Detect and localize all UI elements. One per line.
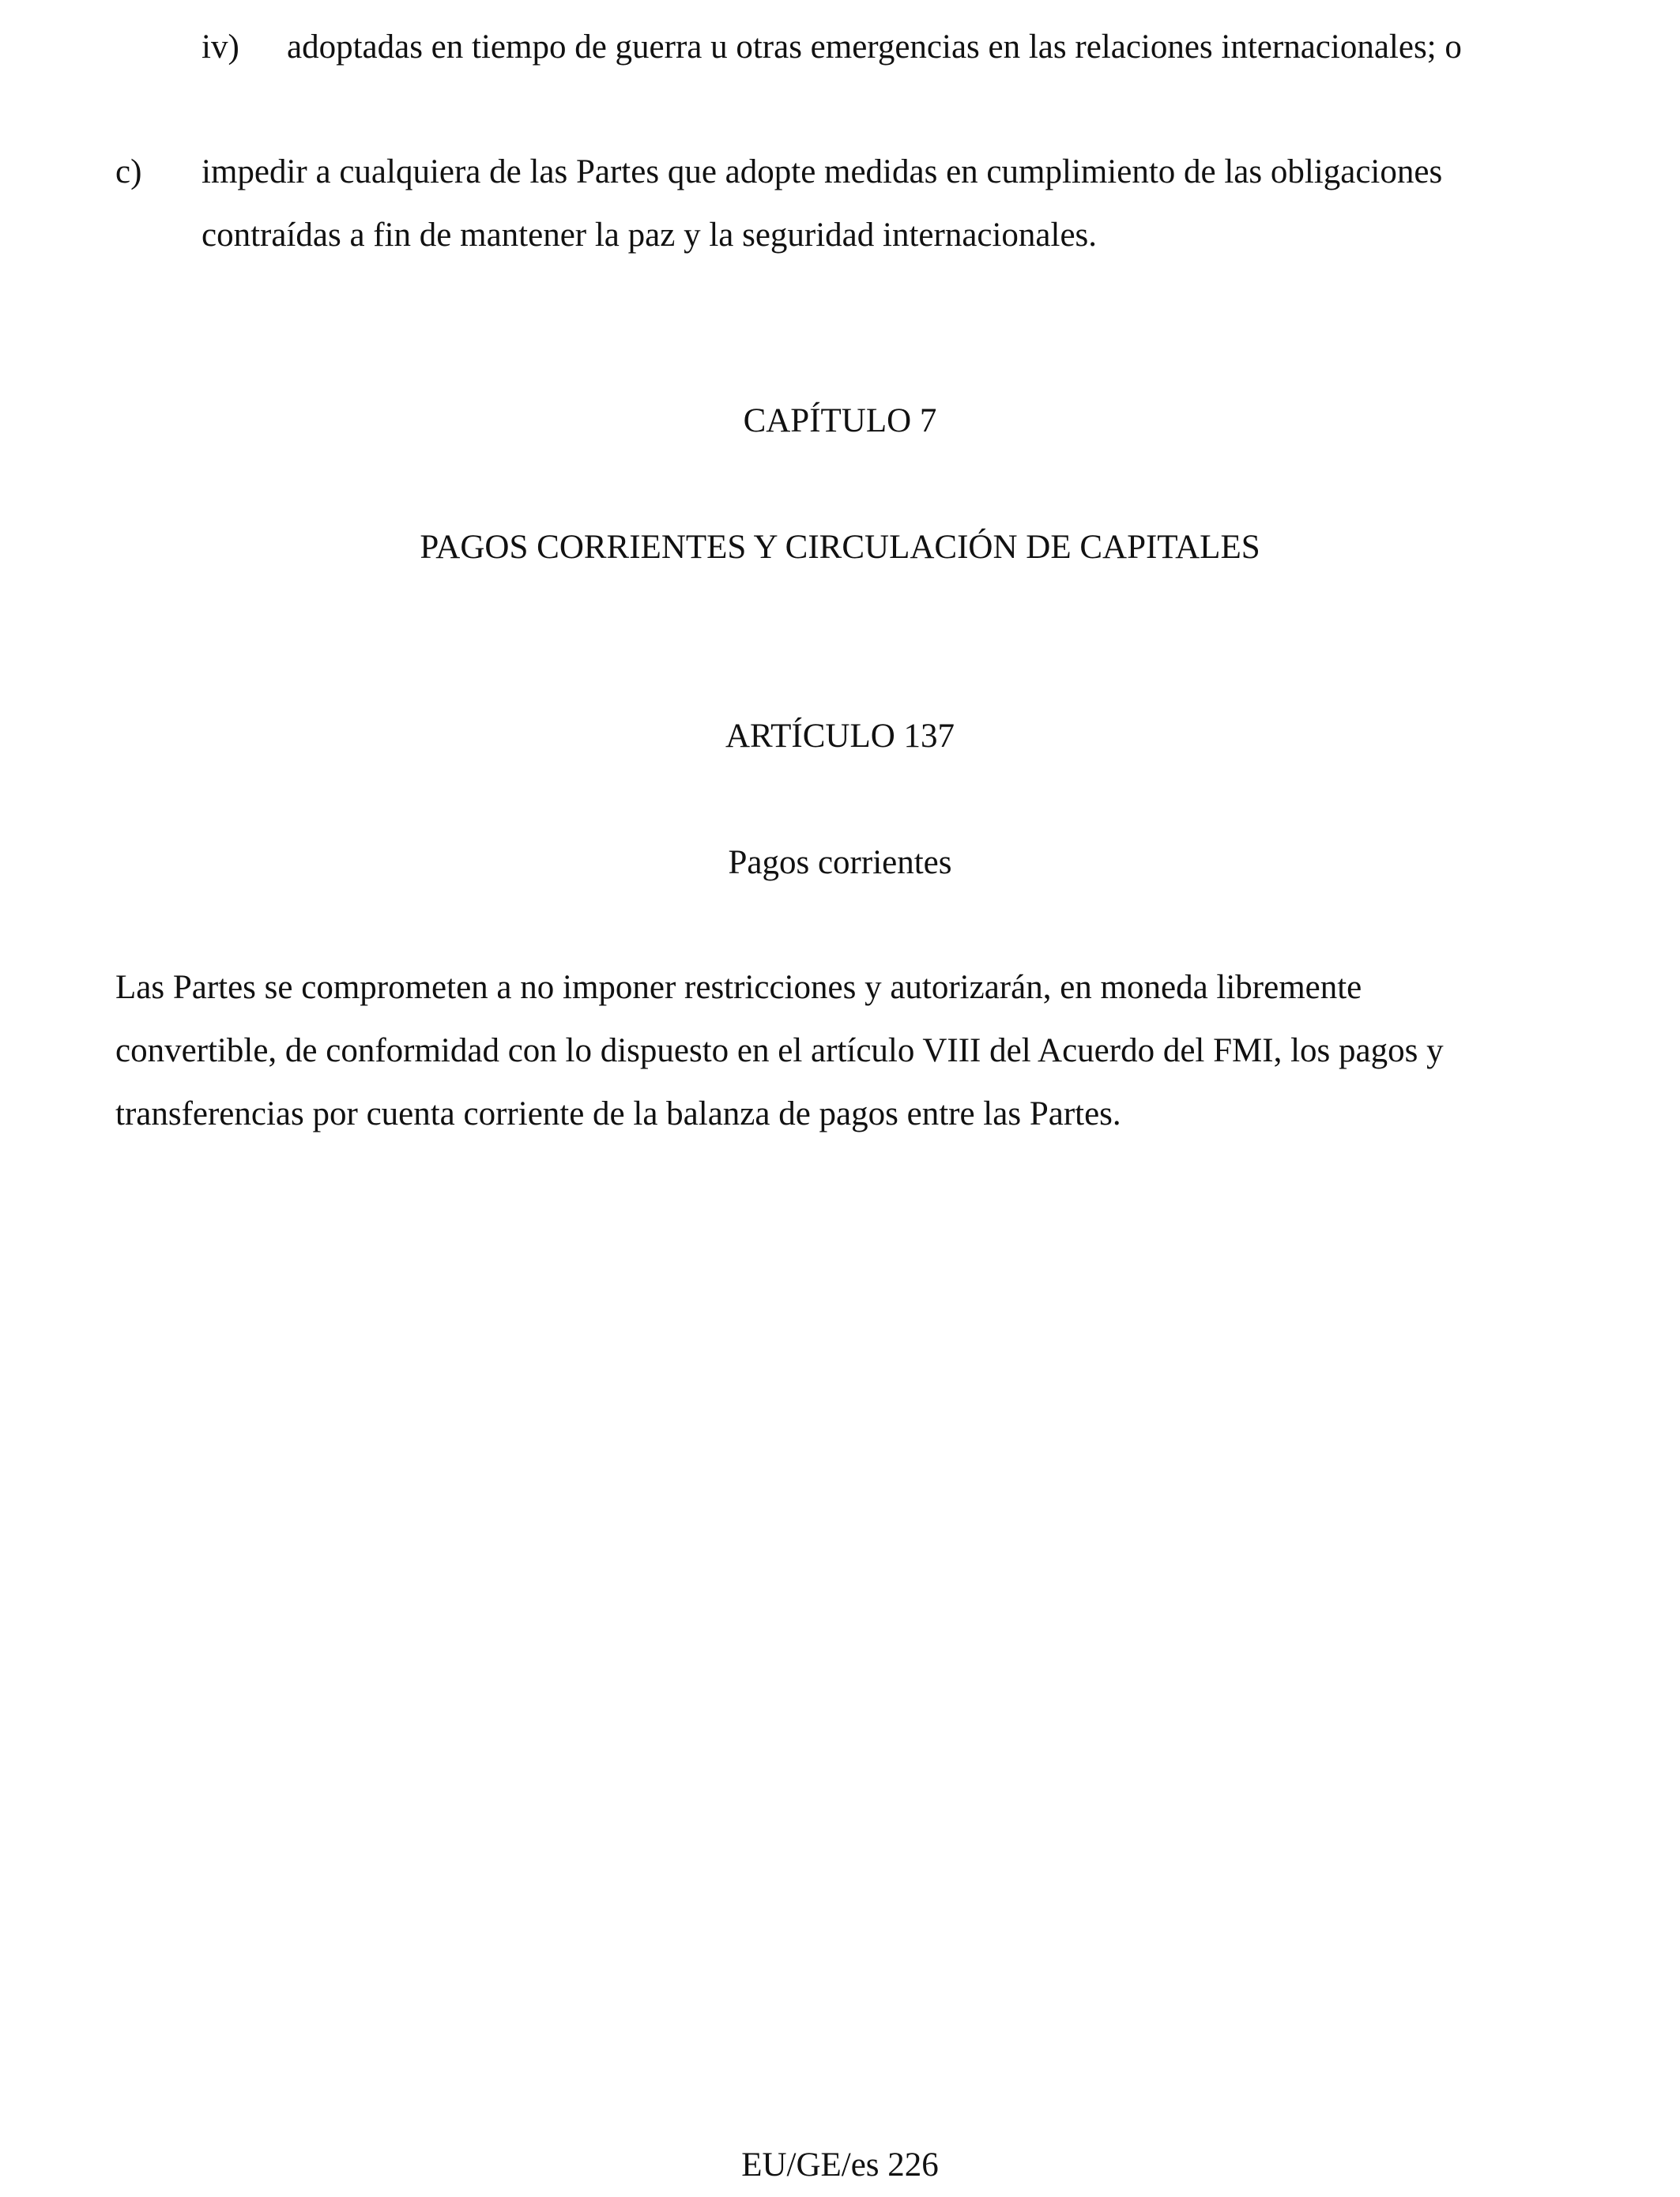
chapter-title: PAGOS CORRIENTES Y CIRCULACIÓN DE CAPITALES — [420, 529, 1260, 566]
item-c-marker: c) — [115, 153, 142, 190]
article-title: Pagos corrientes — [728, 844, 952, 881]
item-iv-marker: iv) — [202, 28, 239, 66]
item-c-line1: impedir a cualquiera de las Partes que adopte medidas en cumplimiento de las obligaciones — [202, 153, 1443, 190]
chapter-number: CAPÍTULO 7 — [743, 402, 937, 439]
item-iv-text: adoptadas en tiempo de guerra u otras emergencias en las relaciones internacionales; o — [287, 28, 1462, 66]
article-number: ARTÍCULO 137 — [725, 718, 955, 755]
item-c-line2: contraídas a fin de mantener la paz y la seguridad internacionales. — [202, 217, 1098, 254]
article-body-line1: Las Partes se comprometen a no imponer restricciones y autorizarán, en moneda libremente — [115, 969, 1362, 1006]
page-footer: EU/GE/es 226 — [741, 2146, 939, 2184]
article-body-line3: transferencias por cuenta corriente de la balanza de pagos entre las Partes. — [115, 1095, 1121, 1132]
article-body-line2: convertible, de conformidad con lo dispuesto en el artículo VIII del Acuerdo del FMI, los pagos y — [115, 1032, 1444, 1069]
